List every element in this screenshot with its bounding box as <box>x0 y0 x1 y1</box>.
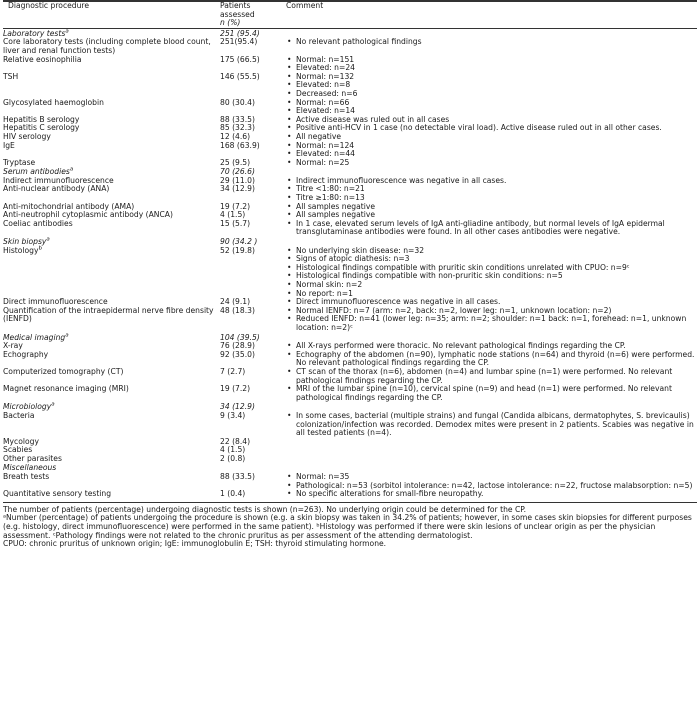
procedure-cell: Anti-nuclear antibody (ANA) <box>3 184 110 194</box>
comment-item: • CT scan of the thorax (n=6), abdomen (n=4) and lumbar spine (n=1) were performed. No relevant pathological findings regarding the CP. <box>286 368 697 385</box>
comment-item: • Elevated: n=8 <box>286 81 697 90</box>
comment-item: • Histological findings compatible with non-pruritic skin conditions: n=5 <box>286 272 697 281</box>
procedure-cell: Direct immunofluorescence <box>3 297 108 307</box>
comment-item: • Indirect immunofluorescence was negative in all cases. <box>286 177 697 186</box>
count-cell: 85 (32.3) <box>220 123 255 133</box>
comment-cell <box>286 38 697 55</box>
comment-item: • Elevated: n=24 <box>286 64 697 73</box>
table-row <box>3 99 697 116</box>
procedure-cell: Anti-mitochondrial antibody (AMA) <box>3 201 135 211</box>
procedure-cell: Core laboratory tests (including complete blood count, liver and renal function tests) <box>3 37 211 55</box>
count-cell: 34 (12.9) <box>220 402 255 412</box>
count-cell: 9 (3.4) <box>220 410 246 420</box>
comment-item: • Echography of the abdomen (n=90), lymphatic node stations (n=64) and thyroid (n=6) were performed. No relevant pathological findings regarding the CP. <box>286 351 697 368</box>
comment-item: • Normal: n=124 <box>286 142 697 151</box>
count-cell: 29 (11.0) <box>220 175 255 185</box>
comment-cell <box>286 438 697 447</box>
comment-item: • Pathological: n=53 (sorbitol intolerance: n=42, lactose intolerance: n=22, fructose malabsorption: n=5) <box>286 482 697 491</box>
table-row <box>3 455 697 464</box>
count-cell: 19 (7.2) <box>220 201 251 211</box>
header-procedure: Diagnostic procedure <box>3 2 220 29</box>
comment-item: • No relevant pathological findings <box>286 38 697 47</box>
header-comment: Comment <box>286 2 697 29</box>
count-cell: 80 (30.4) <box>220 97 255 107</box>
comment-cell <box>286 473 697 490</box>
count-cell: 7 (2.7) <box>220 366 246 376</box>
procedure-cell: Tryptase <box>3 157 36 167</box>
procedure-cell: Computerized tomography (CT) <box>3 366 124 376</box>
procedure-cell: Mycology <box>3 436 39 446</box>
comment-cell <box>286 385 697 402</box>
count-cell: 15 (5.7) <box>220 218 251 228</box>
procedure-cell: Coeliac antibodies <box>3 218 73 228</box>
comment-item: • All negative <box>286 133 697 142</box>
comment-item: • In 1 case, elevated serum levels of IgA anti-gliadine antibody, but normal levels of IgA epidermal transglutaminase antibodies were found. In all other cases antibodies were negative. <box>286 220 697 237</box>
comment-cell <box>286 307 697 333</box>
comment-item: • Decreased: n=6 <box>286 90 697 99</box>
comment-cell <box>286 185 697 202</box>
table-row <box>3 351 697 368</box>
table-row <box>3 220 697 237</box>
table-row <box>3 490 697 502</box>
table-row <box>3 368 697 385</box>
procedure-cell: Hepatitis B serology <box>3 114 80 124</box>
table-row <box>3 73 697 99</box>
comment-item: • MRI of the lumbar spine (n=10), cervical spine (n=9) and head (n=1) were performed. No relevant pathological findings regarding the CP. <box>286 385 697 402</box>
footnote: The number of patients (percentage) undergoing diagnostic tests is shown (n=263). No underlying origin could be determined for the CP. <box>3 504 527 514</box>
comment-cell <box>286 412 697 438</box>
procedure-cell: Medical imaging$^a$ <box>3 332 69 342</box>
comment-cell <box>286 99 697 116</box>
procedure-cell: Quantification of the intraepidermal nerve fibre density (IENFD) <box>3 305 214 324</box>
comment-item: • No underlying skin disease: n=32 <box>286 247 697 256</box>
procedure-cell: Skin biopsy$^a$ <box>3 236 50 247</box>
table-row <box>3 412 697 438</box>
comment-item: • Titre <1:80: n=21 <box>286 185 697 194</box>
comment-item: • Normal: n=25 <box>286 159 697 168</box>
count-cell: 175 (66.5) <box>220 54 260 64</box>
procedure-cell: Bacteria <box>3 410 35 420</box>
table-row <box>3 124 697 133</box>
table-row <box>3 473 697 490</box>
count-cell: 76 (28.9) <box>220 341 255 351</box>
count-cell: 52 (19.8) <box>220 245 255 255</box>
table-row <box>3 438 697 447</box>
count-cell: 48 (18.3) <box>220 305 255 315</box>
comment-item: • Normal skin: n=2 <box>286 281 697 290</box>
count-cell: 19 (7.2) <box>220 384 251 394</box>
count-cell: 4 (1.5) <box>220 445 246 455</box>
comment-cell <box>286 455 697 464</box>
comment-item: • Histological findings compatible with pruritic skin conditions unrelated with CPUO: n=9ᶜ <box>286 264 697 273</box>
table-row <box>3 446 697 455</box>
comment-item: • In some cases, bacterial (multiple strains) and fungal (Candida albicans, dermatophytes, S. brevicaulis) colonization/infection was recorded. Demodex mites were present in 2 patients. Scabies was negative in all tested patients (n=4). <box>286 412 697 438</box>
header-patients: Patients assessed n (%) <box>220 2 286 29</box>
comment-item: • Normal: n=35 <box>286 473 697 482</box>
procedure-cell: Anti-neutrophil cytoplasmic antibody (ANCA) <box>3 210 173 220</box>
count-cell: 12 (4.6) <box>220 131 251 141</box>
comment-item: • No report: n=1 <box>286 290 697 299</box>
procedure-cell: Histology$^b$ <box>3 245 42 255</box>
count-cell: 251 (95.4) <box>220 28 260 38</box>
table-row <box>3 142 697 159</box>
procedure-cell: HIV serology <box>3 131 51 141</box>
count-cell: 24 (9.1) <box>220 297 251 307</box>
procedure-cell: Echography <box>3 349 49 359</box>
procedure-cell: Magnet resonance imaging (MRI) <box>3 384 129 394</box>
count-cell: 70 (26.6) <box>220 167 255 177</box>
comment-item: • Titre ≥1:80: n=13 <box>286 194 697 203</box>
table-row <box>3 159 697 168</box>
procedure-cell: IgE <box>3 140 15 150</box>
table-row <box>3 385 697 402</box>
count-cell: 168 (63.9) <box>220 140 260 150</box>
comment-item: • All samples negative <box>286 211 697 220</box>
count-cell: 90 (34.2 ) <box>220 237 258 247</box>
procedure-cell: Serum antibodies$^a$ <box>3 166 74 177</box>
table-row <box>3 247 697 299</box>
count-cell: 92 (35.0) <box>220 349 255 359</box>
procedure-cell: Breath tests <box>3 472 50 482</box>
footnote: ᵃNumber (percentage) of patients undergoing the procedure is shown (e.g. a skin biopsy was taken in 34.2% of patients; however, in some cases skin biopsies for different purposes (e.g. histology, direct immunofluorescence) were performed in the same patient). ᵇHistology was performed if there were skin lesions of unclear origin as per the physician assessment. ᶜPathology findings were not related to the chronic pruritus as per assessment of the attending dermatologist. <box>3 513 692 540</box>
count-cell: 22 (8.4) <box>220 436 251 446</box>
procedure-cell: Other parasites <box>3 453 62 463</box>
table-row <box>3 56 697 73</box>
comment-cell <box>286 368 697 385</box>
comment-cell <box>286 446 697 455</box>
comment-cell <box>286 351 697 368</box>
count-cell: 88 (33.5) <box>220 114 255 124</box>
table-body <box>3 28 697 502</box>
procedure-cell: Glycosylated haemoglobin <box>3 97 104 107</box>
comment-item: • Normal: n=151 <box>286 56 697 65</box>
table-row <box>3 185 697 202</box>
comment-item: • Elevated: n=14 <box>286 107 697 116</box>
comment-cell <box>286 142 697 159</box>
comment-cell <box>286 247 697 299</box>
count-cell: 4 (1.5) <box>220 210 246 220</box>
comment-cell <box>286 490 697 502</box>
procedure-cell: Laboratory tests$^a$ <box>3 28 69 38</box>
count-cell: 88 (33.5) <box>220 472 255 482</box>
comment-item: • Normal: n=132 <box>286 73 697 82</box>
count-cell: 2 (0.8) <box>220 453 246 463</box>
table-row <box>3 38 697 55</box>
count-cell: 25 (9.5) <box>220 157 251 167</box>
comment-cell <box>286 56 697 73</box>
procedure-cell: Quantitative sensory testing <box>3 490 220 502</box>
procedure-cell: Hepatitis C serology <box>3 123 80 133</box>
footnote: CPUO: chronic pruritus of unknown origin; IgE: immunoglobulin E; TSH: thyroid stimulating hormone. <box>3 539 387 549</box>
comment-item: • Normal IENFD: n=7 (arm: n=2, back: n=2, lower leg: n=1, unknown location: n=2) <box>286 307 697 316</box>
table-footnotes <box>3 503 695 549</box>
comment-item: • Active disease was ruled out in all cases <box>286 116 697 125</box>
procedure-cell: TSH <box>3 71 19 81</box>
count-cell: 146 (55.5) <box>220 71 260 81</box>
count-cell: 104 (39.5) <box>220 332 260 342</box>
comment-item: • No specific alterations for small-fibre neuropathy. <box>286 490 697 499</box>
comment-item: • Signs of atopic diathesis: n=3 <box>286 255 697 264</box>
comment-cell <box>286 73 697 99</box>
comment-item: • All X-rays performed were thoracic. No relevant pathological findings regarding the CP. <box>286 342 697 351</box>
procedure-cell: X-ray <box>3 341 23 351</box>
comment-cell <box>286 159 697 168</box>
procedure-cell: Miscellaneous <box>3 463 57 473</box>
procedure-cell: Indirect immunofluorescence <box>3 175 114 185</box>
comment-item: • Direct immunofluorescence was negative in all cases. <box>286 298 697 307</box>
comment-item: • Positive anti-HCV in 1 case (no detectable viral load). Active disease ruled out in all other cases. <box>286 124 697 133</box>
count-cell: 1 (0.4) <box>220 490 286 502</box>
count-cell: 34 (12.9) <box>220 184 255 194</box>
table-row <box>3 307 697 333</box>
comment-cell <box>286 220 697 237</box>
comment-item: • All samples negative <box>286 203 697 212</box>
procedure-cell: Relative eosinophilia <box>3 54 82 64</box>
diagnostic-table <box>3 0 697 503</box>
procedure-cell: Microbiology$^a$ <box>3 401 55 412</box>
procedure-cell: Scabies <box>3 445 33 455</box>
comment-item: • Reduced IENFD: n=41 (lower leg: n=35; arm: n=2; shoulder: n=1 back: n=1, forehead: n=1, unknown location: n=2)ᶜ <box>286 315 697 332</box>
comment-item: • Normal: n=66 <box>286 99 697 108</box>
count-cell: 251(95.4) <box>220 37 258 47</box>
comment-cell <box>286 124 697 133</box>
section-row <box>3 463 697 473</box>
comment-item: • Elevated: n=44 <box>286 150 697 159</box>
